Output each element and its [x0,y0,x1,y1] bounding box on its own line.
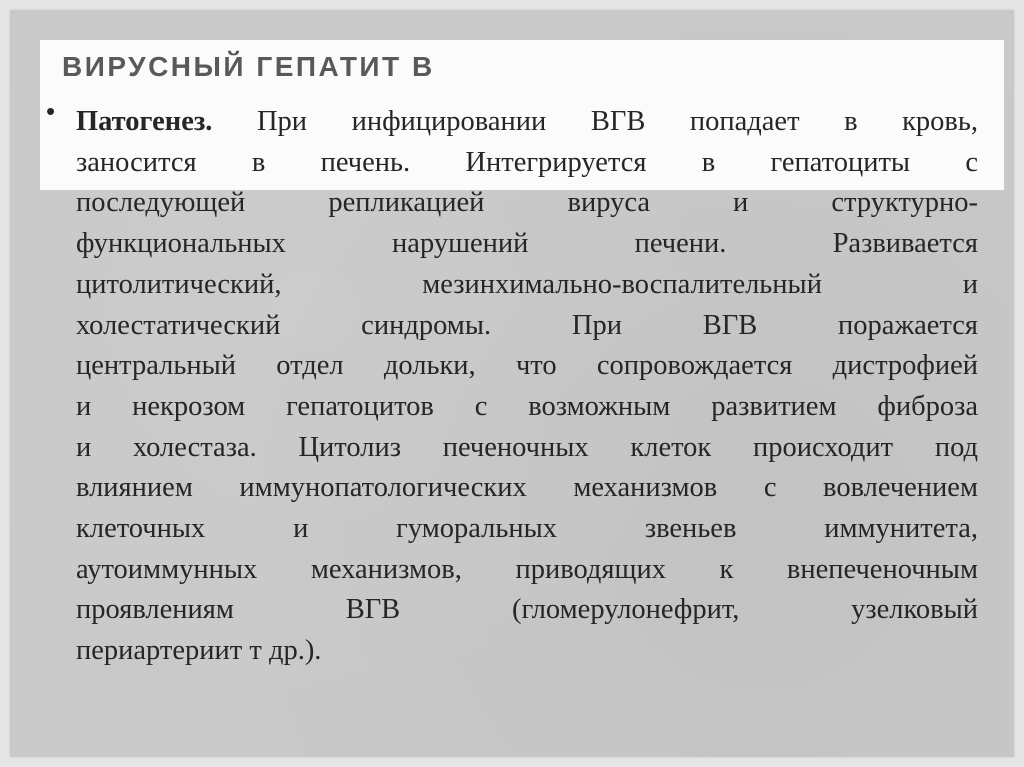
text-line: проявлениям ВГВ (гломерулонефрит, узелковый [76,594,978,626]
bullet-lead: Патогенез. [76,106,213,137]
bullet-first-line-text: При инфицировании ВГВ попадает в кровь, [212,106,978,137]
text-line: холестатический синдромы. При ВГВ поражается [76,309,978,341]
text-line: цитолитический, мезинхимально-воспалительный и [76,268,978,300]
text-line: периартериит т др.). [76,635,322,667]
text-line: и некрозом гепатоцитов с возможным развитием фиброза [76,390,978,422]
text-line: аутоиммунных механизмов, приводящих к внепеченочным [76,553,978,585]
text-line: функциональных нарушений печени. Развивается [76,228,978,260]
bullet-paragraph [76,102,978,672]
bullet-marker: • [46,96,56,126]
text-line [76,102,978,143]
text-line: заносится в печень. Интегрируется в гепатоциты с [76,146,978,178]
text-line: и холестаза. Цитолиз печеночных клеток происходит под [76,431,978,463]
slide-title: ВИРУСНЫЙ ГЕПАТИТ В [62,51,435,82]
text-line: клеточных и гуморальных звеньев иммунитета, [76,513,978,545]
text-line: последующей репликацией вируса и структурно- [76,187,978,219]
text-line: центральный отдел дольки, что сопровождается дистрофией [76,350,978,382]
text-line: влиянием иммунопатологических механизмов с вовлечением [76,472,978,504]
